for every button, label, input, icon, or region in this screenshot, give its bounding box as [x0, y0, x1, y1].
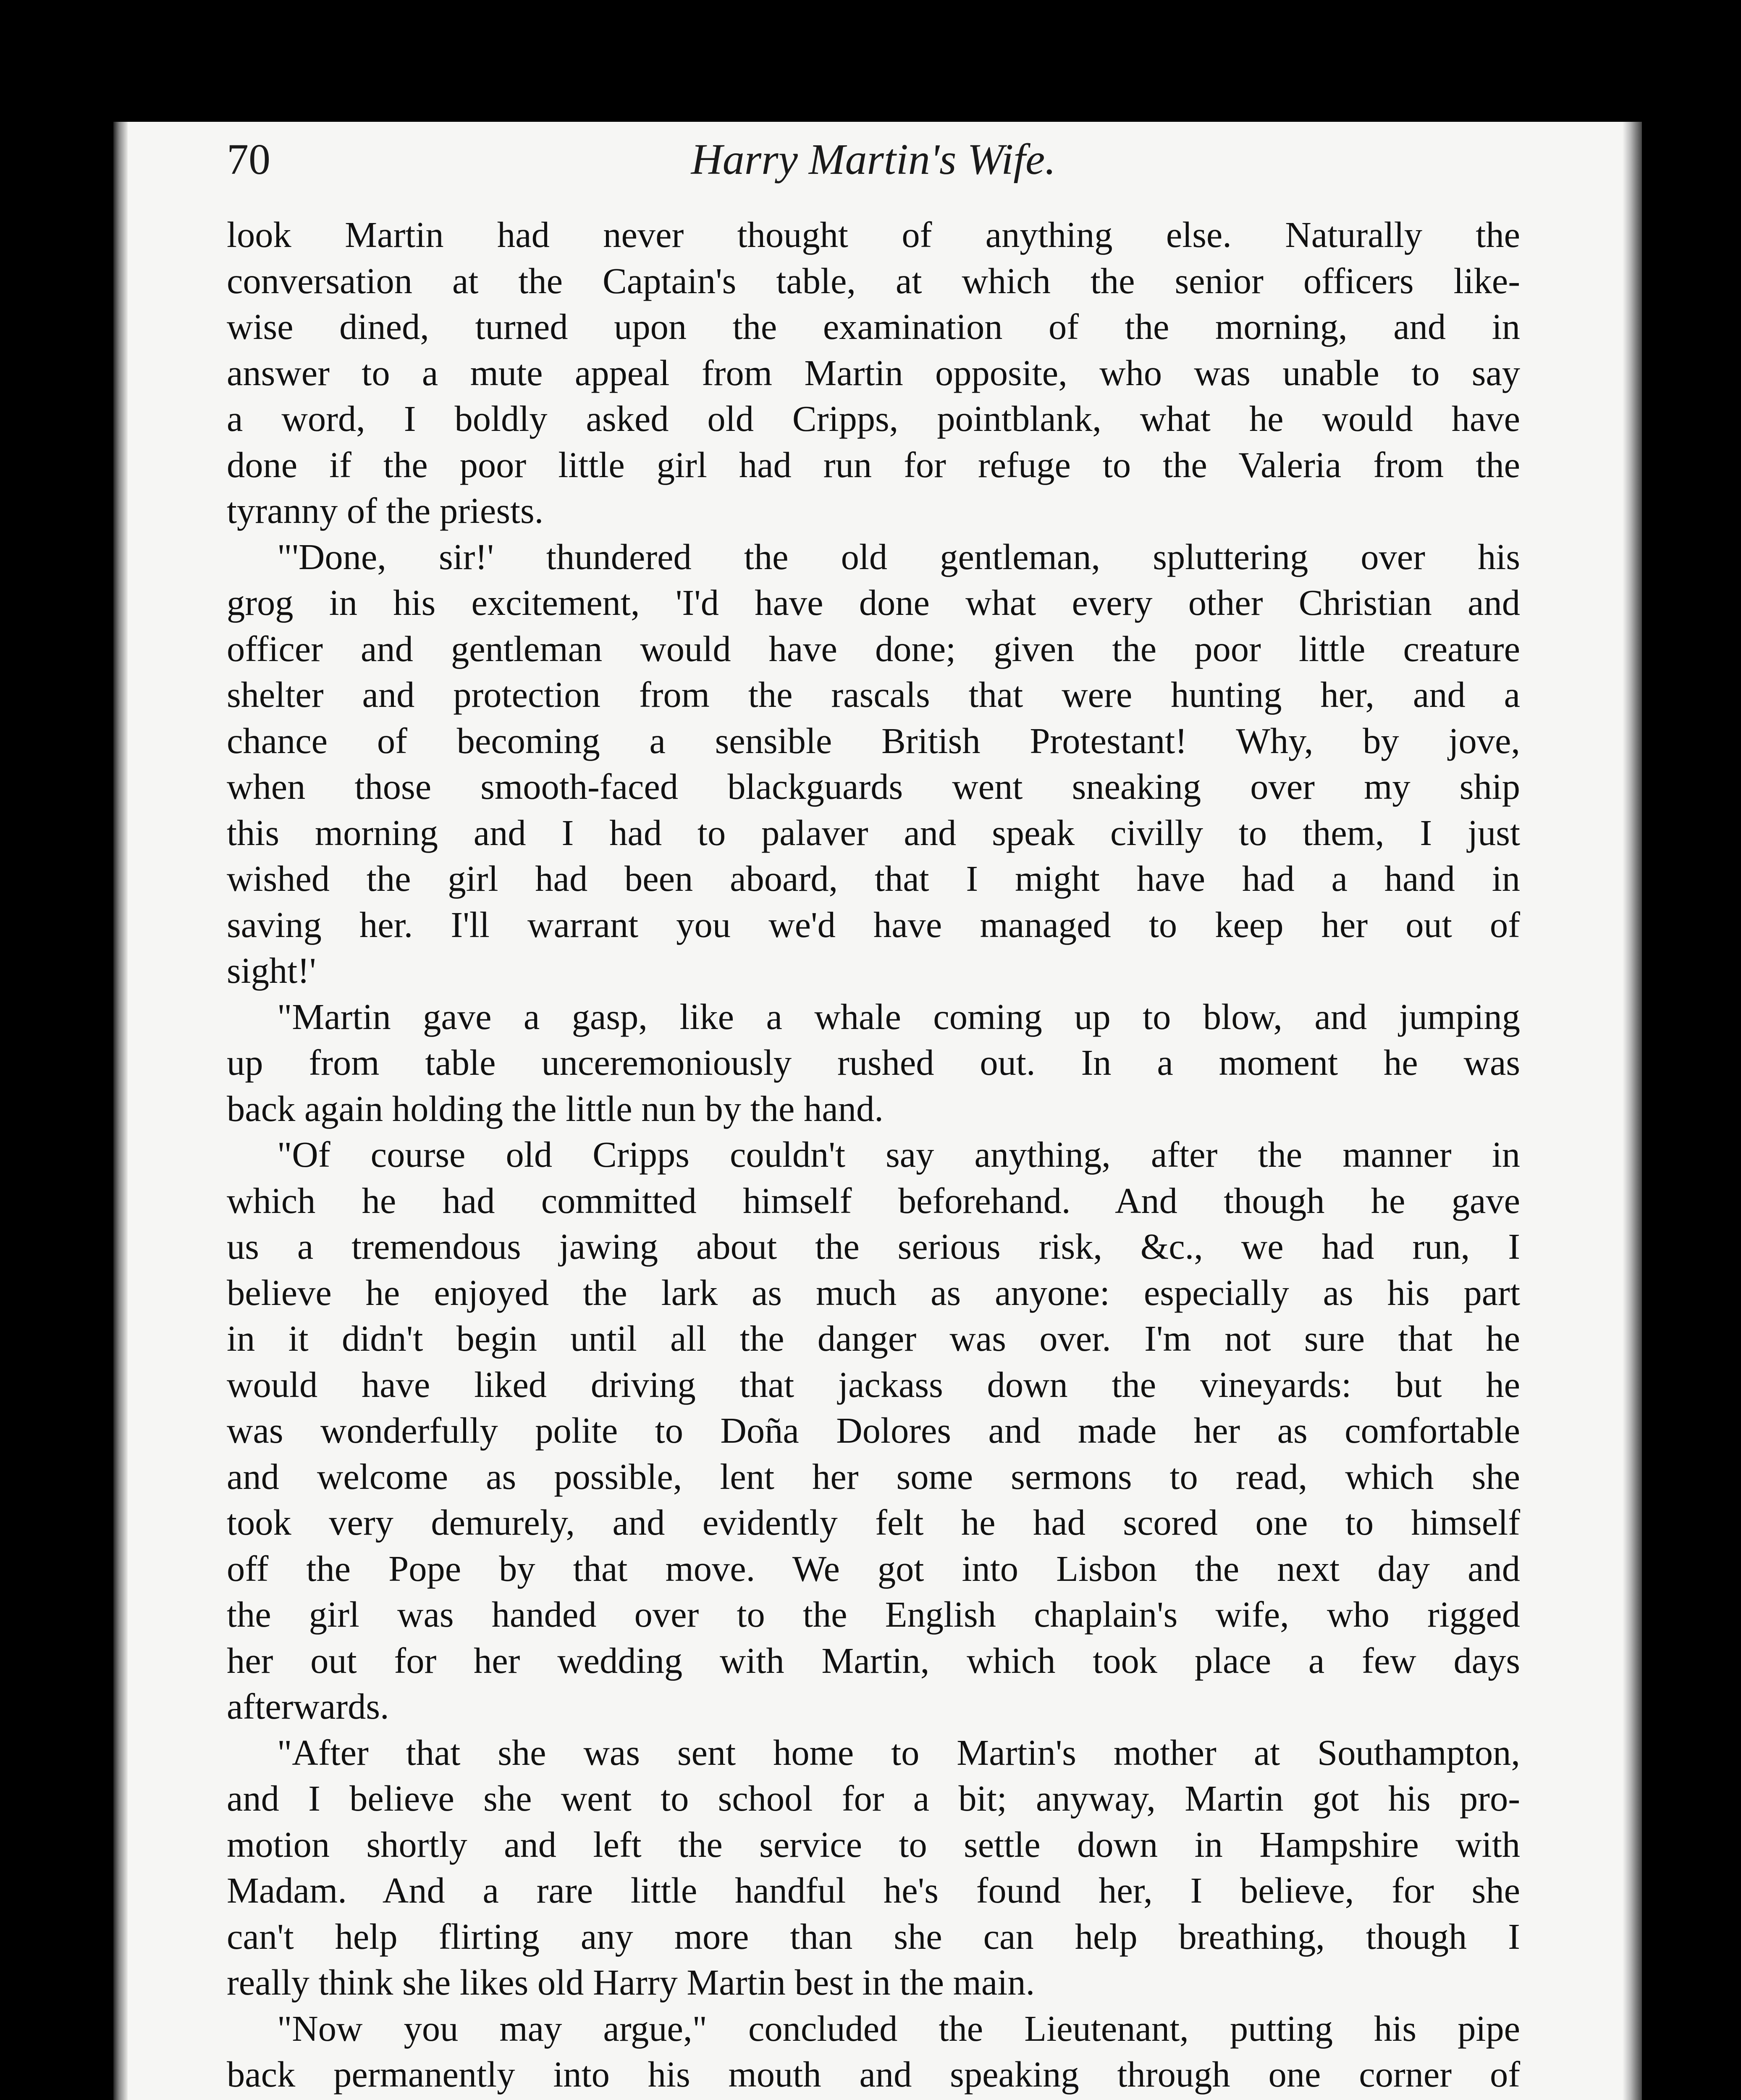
- text-line: "Now you may argue," concluded the Lieutenant, putting his pipe: [277, 2008, 1520, 2049]
- text-line: wished the girl had been aboard, that I might have had a hand in: [227, 858, 1520, 899]
- text-line: us a tremendous jawing about the serious risk, &c., we had run, I: [227, 1226, 1520, 1267]
- text-line: would have liked driving that jackass down the vineyards: but he: [227, 1364, 1520, 1405]
- text-line: which he had committed himself beforehand. And though he gave: [227, 1180, 1520, 1221]
- text-line: believe he enjoyed the lark as much as anyone: especially as his part: [227, 1272, 1520, 1313]
- text-line: [227, 2098, 1520, 2100]
- text-line: can't help flirting any more than she can help breathing, though I: [227, 1916, 1520, 1957]
- text-line: conversation at the Captain's table, at which the senior officers like-: [227, 260, 1520, 301]
- text-line: afterwards.: [227, 1686, 389, 1727]
- text-line: "Of course old Cripps couldn't say anything, after the manner in: [277, 1134, 1520, 1175]
- text-line: motion shortly and left the service to settle down in Hampshire with: [227, 1824, 1520, 1865]
- text-line: her out for her wedding with Martin, which took place a few days: [227, 1640, 1520, 1681]
- text-line: look Martin had never thought of anything else. Naturally the: [227, 215, 1520, 255]
- text-line: and I believe she went to school for a bit; anyway, Martin got his pro-: [227, 1778, 1520, 1819]
- text-line: off the Pope by that move. We got into Lisbon the next day and: [227, 1548, 1520, 1589]
- text-line: back permanently into his mouth and speaking through one corner of: [227, 2054, 1520, 2095]
- page-header: [227, 130, 1520, 189]
- text-line: done if the poor little girl had run for refuge to the Valeria from the: [227, 444, 1520, 485]
- text-line: took very demurely, and evidently felt he had scored one to himself: [227, 1502, 1520, 1543]
- body-text: [227, 212, 1520, 2100]
- text-line: chance of becoming a sensible British Protestant! Why, by jove,: [227, 720, 1520, 761]
- text-line: and welcome as possible, lent her some sermons to read, which she: [227, 1456, 1520, 1497]
- page-gutter-edge: [113, 122, 128, 2100]
- text-line: when those smooth-faced blackguards went sneaking over my ship: [227, 766, 1520, 807]
- text-line: in it didn't begin until all the danger was over. I'm not sure that he: [227, 1318, 1520, 1359]
- text-line: this morning and I had to palaver and speak civilly to them, I just: [227, 812, 1520, 853]
- text-line: "'Done, sir!' thundered the old gentleman, spluttering over his: [277, 536, 1520, 577]
- text-line: tyranny of the priests.: [227, 491, 544, 531]
- text-line: answer to a mute appeal from Martin opposite, who was unable to say: [227, 352, 1520, 393]
- running-title: Harry Martin's Wife.: [691, 135, 1056, 184]
- text-line: a word, I boldly asked old Cripps, pointblank, what he would have: [227, 399, 1520, 439]
- text-line: Madam. And a rare little handful he's found her, I believe, for she: [227, 1870, 1520, 1911]
- text-line: "After that she was sent home to Martin's mother at Southampton,: [277, 1732, 1520, 1773]
- text-line: wise dined, turned upon the examination of the morning, and in: [227, 307, 1520, 347]
- text-line: was wonderfully polite to Doña Dolores and made her as comfortable: [227, 1410, 1520, 1451]
- text-line: shelter and protection from the rascals that were hunting her, and a: [227, 675, 1520, 715]
- text-line: the girl was handed over to the English chaplain's wife, who rigged: [227, 1594, 1520, 1635]
- text-line: saving her. I'll warrant you we'd have managed to keep her out of: [227, 904, 1520, 945]
- page-right-shadow: [1623, 122, 1642, 2100]
- text-line: officer and gentleman would have done; given the poor little creature: [227, 628, 1520, 669]
- text-line: back again holding the little nun by the hand.: [227, 1088, 884, 1129]
- page-number: 70: [227, 135, 270, 184]
- text-line: grog in his excitement, 'I'd have done what every other Christian and: [227, 583, 1520, 623]
- text-line: "Martin gave a gasp, like a whale coming up to blow, and jumping: [277, 996, 1520, 1037]
- text-line: really think she likes old Harry Martin best in the main.: [227, 1962, 1035, 2003]
- text-line: sight!': [227, 950, 316, 991]
- text-line: up from table unceremoniously rushed out. In a moment he was: [227, 1042, 1520, 1083]
